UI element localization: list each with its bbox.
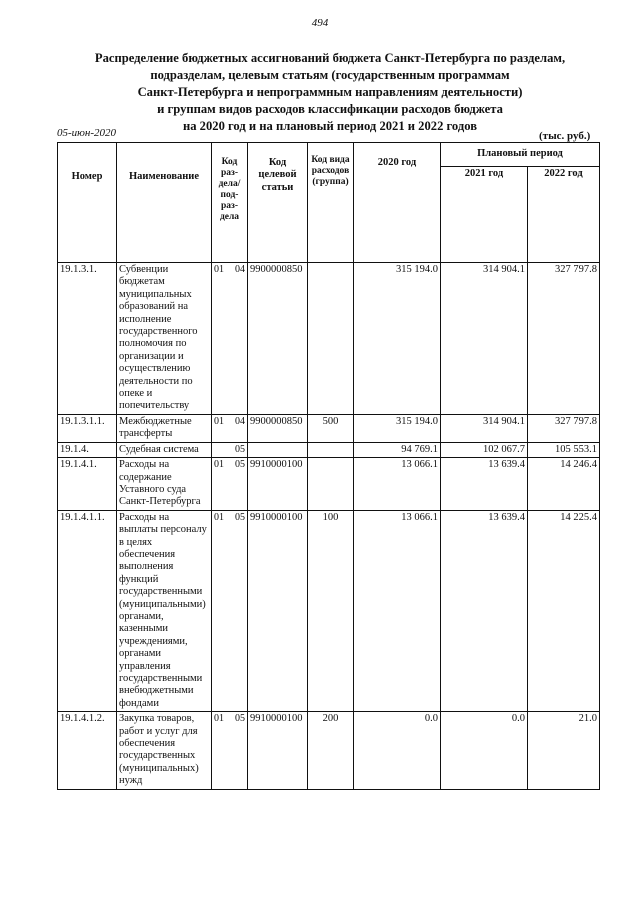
row-2022: 327 797.8 (528, 414, 600, 442)
header-expense-type: Код вида расходов (группа) (308, 143, 354, 263)
title-line: Распределение бюджетных ассигнований бюджета Санкт-Петербурга по разделам, (94, 51, 566, 65)
row-expense-type: 500 (308, 414, 354, 442)
row-target-code (248, 442, 308, 457)
row-2021: 314 904.1 (441, 414, 528, 442)
row-razdel: 01 (214, 415, 224, 427)
table-row (58, 510, 600, 712)
table-row (58, 442, 600, 457)
row-razdel: 01 (214, 459, 224, 471)
row-podrazdel: 05 (235, 713, 245, 725)
row-target-code: 9910000100 (248, 510, 308, 712)
header-2022: 2022 год (528, 167, 600, 263)
row-section-code (212, 442, 248, 457)
row-expense-type (308, 458, 354, 511)
row-podrazdel: 05 (235, 511, 245, 523)
title-line: Санкт-Петербурга и непрограммным направлениям деятельности) (137, 85, 523, 99)
row-2022: 21.0 (528, 712, 600, 789)
row-2022: 14 246.4 (528, 458, 600, 511)
header-planned-period: Плановый период (441, 143, 600, 167)
row-name: Закупка товаров, работ и услуг для обеспечения государственных (муниципальных) нужд (117, 712, 212, 789)
row-2021: 13 639.4 (441, 458, 528, 511)
row-number: 19.1.4.1.2. (58, 712, 117, 789)
row-2021: 13 639.4 (441, 510, 528, 712)
row-2020: 315 194.0 (354, 263, 441, 415)
document-title (60, 50, 600, 135)
row-2022: 327 797.8 (528, 263, 600, 415)
title-line: подразделам, целевым статьям (государственным программам (150, 68, 510, 82)
row-razdel: 01 (214, 511, 224, 523)
row-2022: 14 225.4 (528, 510, 600, 712)
header-row (58, 143, 600, 167)
header-name: Наименование (117, 143, 212, 263)
row-number: 19.1.3.1. (58, 263, 117, 415)
row-target-code: 9900000850 (248, 414, 308, 442)
table-row (58, 263, 600, 415)
row-razdel: 01 (214, 713, 224, 725)
row-2020: 315 194.0 (354, 414, 441, 442)
units-label: (тыс. руб.) (539, 130, 591, 142)
row-target-code: 9910000100 (248, 458, 308, 511)
row-number: 19.1.4.1. (58, 458, 117, 511)
table-row (58, 458, 600, 511)
row-section-code (212, 414, 248, 442)
row-name: Субвенции бюджетам муниципальных образований на исполнение государственного полномочия по организации и осуществлению деятельности по опеке и попечительству (117, 263, 212, 415)
row-podrazdel: 04 (235, 415, 245, 427)
row-name: Судебная система (117, 442, 212, 457)
row-target-code: 9910000100 (248, 712, 308, 789)
row-expense-type (308, 263, 354, 415)
row-razdel: 01 (214, 264, 224, 275)
page-number: 494 (311, 17, 329, 29)
row-2021: 102 067.7 (441, 442, 528, 457)
row-2020: 13 066.1 (354, 510, 441, 712)
row-podrazdel: 05 (235, 459, 245, 471)
row-2021: 314 904.1 (441, 263, 528, 415)
header-section-code: Код раз-дела/ под-раз-дела (212, 143, 248, 263)
row-name: Расходы на выплаты персоналу в целях обеспечения выполнения функций государственными (муниципальными) органами, казенными учреждениями, органами управления государственными внебюджетными фондами (117, 510, 212, 712)
row-name: Расходы на содержание Уставного суда Санкт-Петербурга (117, 458, 212, 511)
row-number: 19.1.3.1.1. (58, 414, 117, 442)
budget-table (57, 142, 600, 790)
row-2020: 13 066.1 (354, 458, 441, 511)
row-section-code (212, 458, 248, 511)
row-number: 19.1.4.1.1. (58, 510, 117, 712)
header-2020: 2020 год (354, 143, 441, 263)
document-date: 05-июн-2020 (57, 127, 117, 139)
row-expense-type: 200 (308, 712, 354, 789)
row-2021: 0.0 (441, 712, 528, 789)
row-target-code: 9900000850 (248, 263, 308, 415)
title-line: на 2020 год и на плановый период 2021 и 2022 годов (182, 119, 478, 133)
header-number: Номер (58, 143, 117, 263)
row-2022: 105 553.1 (528, 442, 600, 457)
row-expense-type (308, 442, 354, 457)
row-section-code (212, 510, 248, 712)
row-name: Межбюджетные трансферты (117, 414, 212, 442)
row-expense-type: 100 (308, 510, 354, 712)
row-section-code (212, 263, 248, 415)
row-section-code (212, 712, 248, 789)
row-2020: 94 769.1 (354, 442, 441, 457)
table-row (58, 712, 600, 789)
header-2021: 2021 год (441, 167, 528, 263)
row-number: 19.1.4. (58, 442, 117, 457)
title-line: и группам видов расходов классификации расходов бюджета (157, 102, 503, 116)
row-podrazdel: 04 (235, 264, 245, 275)
header-target-code: Код целевой статьи (248, 143, 308, 263)
row-2020: 0.0 (354, 712, 441, 789)
row-podrazdel: 05 (235, 443, 245, 455)
table-row (58, 414, 600, 442)
